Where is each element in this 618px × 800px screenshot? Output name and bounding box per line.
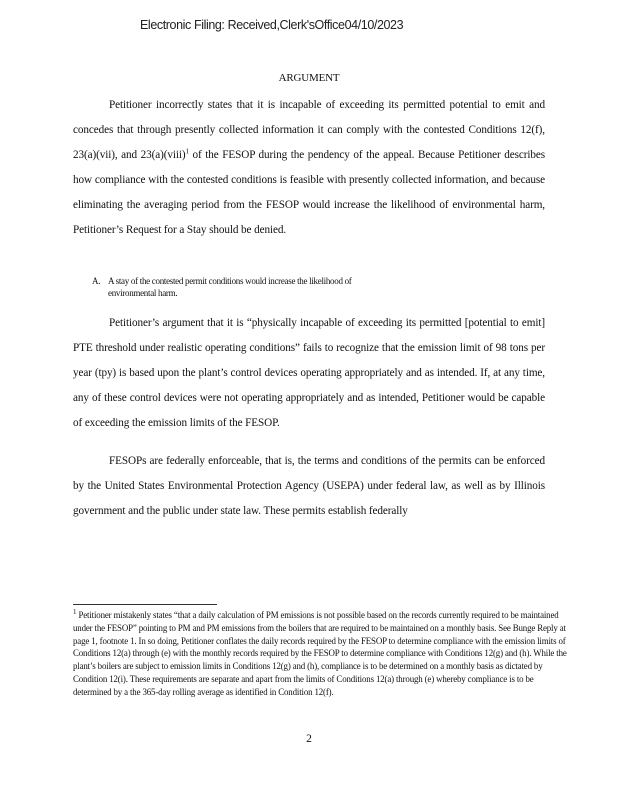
footnote-separator <box>73 604 217 605</box>
argument-heading: ARGUMENT <box>278 72 340 84</box>
paragraph-2-text: Petitioner’s argument that it is “physically incapable of exceeding its permitted [potential to emit] PTE threshold under realistic operating conditions” fails to recognize that the emission limit of 98 tons per year (tpy) is based upon the plant’s control devices operating appropriately and as intended. If, at any time, any of these control devices were not operating appropriately and as intended, Petitioner would be capable of exceeding the emission limits of the FESOP. <box>73 317 545 429</box>
footnote-1 <box>73 609 573 699</box>
argument-paragraph-1 <box>73 93 545 243</box>
section-a-line-1: A stay of the contested permit conditions would increase the likelihood of <box>108 276 352 286</box>
footnote-marker: 1 <box>73 608 77 617</box>
page-number: 2 <box>306 733 312 745</box>
argument-paragraph-3 <box>73 449 545 524</box>
electronic-filing-stamp: Electronic Filing: Received,Clerk'sOffice04/10/2023 <box>140 18 404 32</box>
paragraph-3-text: FESOPs are federally enforceable, that is, the terms and conditions of the permits can be enforced by the United States Environmental Protection Agency (USEPA) under federal law, as well as by Illinois government and the public under state law. These permits establish federally <box>73 455 545 517</box>
section-a-line-2: environmental harm. <box>108 288 178 298</box>
paragraph-1-text: Petitioner incorrectly states that it is incapable of exceeding its permitted potential to emit and concedes that through presently collected information it can comply with the contested Conditions 12(f), 23(a)(vii), and 23(a)(viii) <box>73 99 545 161</box>
section-a-heading <box>92 275 412 299</box>
footnote-text: Petitioner mistakenly states “that a daily calculation of PM emissions is not possible based on the records currently required to be maintained under the FESOP” pointing to PM and PM emissions from the boilers that are required to be maintained on a monthly basis. See Bunge Reply at page 1, footnote 1. In so doing, Petitioner conflates the daily records required by the FESOP to determine compliance with the emission limits of Conditions 12(a) through (e) with the monthly records required by the FESOP to determine compliance with Conditions 12(g) and (h). While the plant’s boilers are subject to emission limits in Conditions 12(g) and (h), compliance is to be determined on a monthly basis as dictated by Condition 12(i). These requirements are separate and apart from the limits of Conditions 12(a) through (e) whereby compliance is to be determined by a the 365-day rolling average as identified in Condition 12(f). <box>73 610 567 697</box>
footnote-reference[interactable]: 1 <box>185 147 189 156</box>
paragraph-1-continuation: of the FESOP during the pendency of the appeal. Because Petitioner describes how compliance with the contested conditions is feasible with presently collected information, and because eliminating the averaging period from the FESOP would increase the likelihood of environmental harm, Petitioner’s Request for a Stay should be denied. <box>73 149 545 236</box>
argument-paragraph-2 <box>73 311 545 436</box>
section-a-letter: A. <box>92 276 101 286</box>
